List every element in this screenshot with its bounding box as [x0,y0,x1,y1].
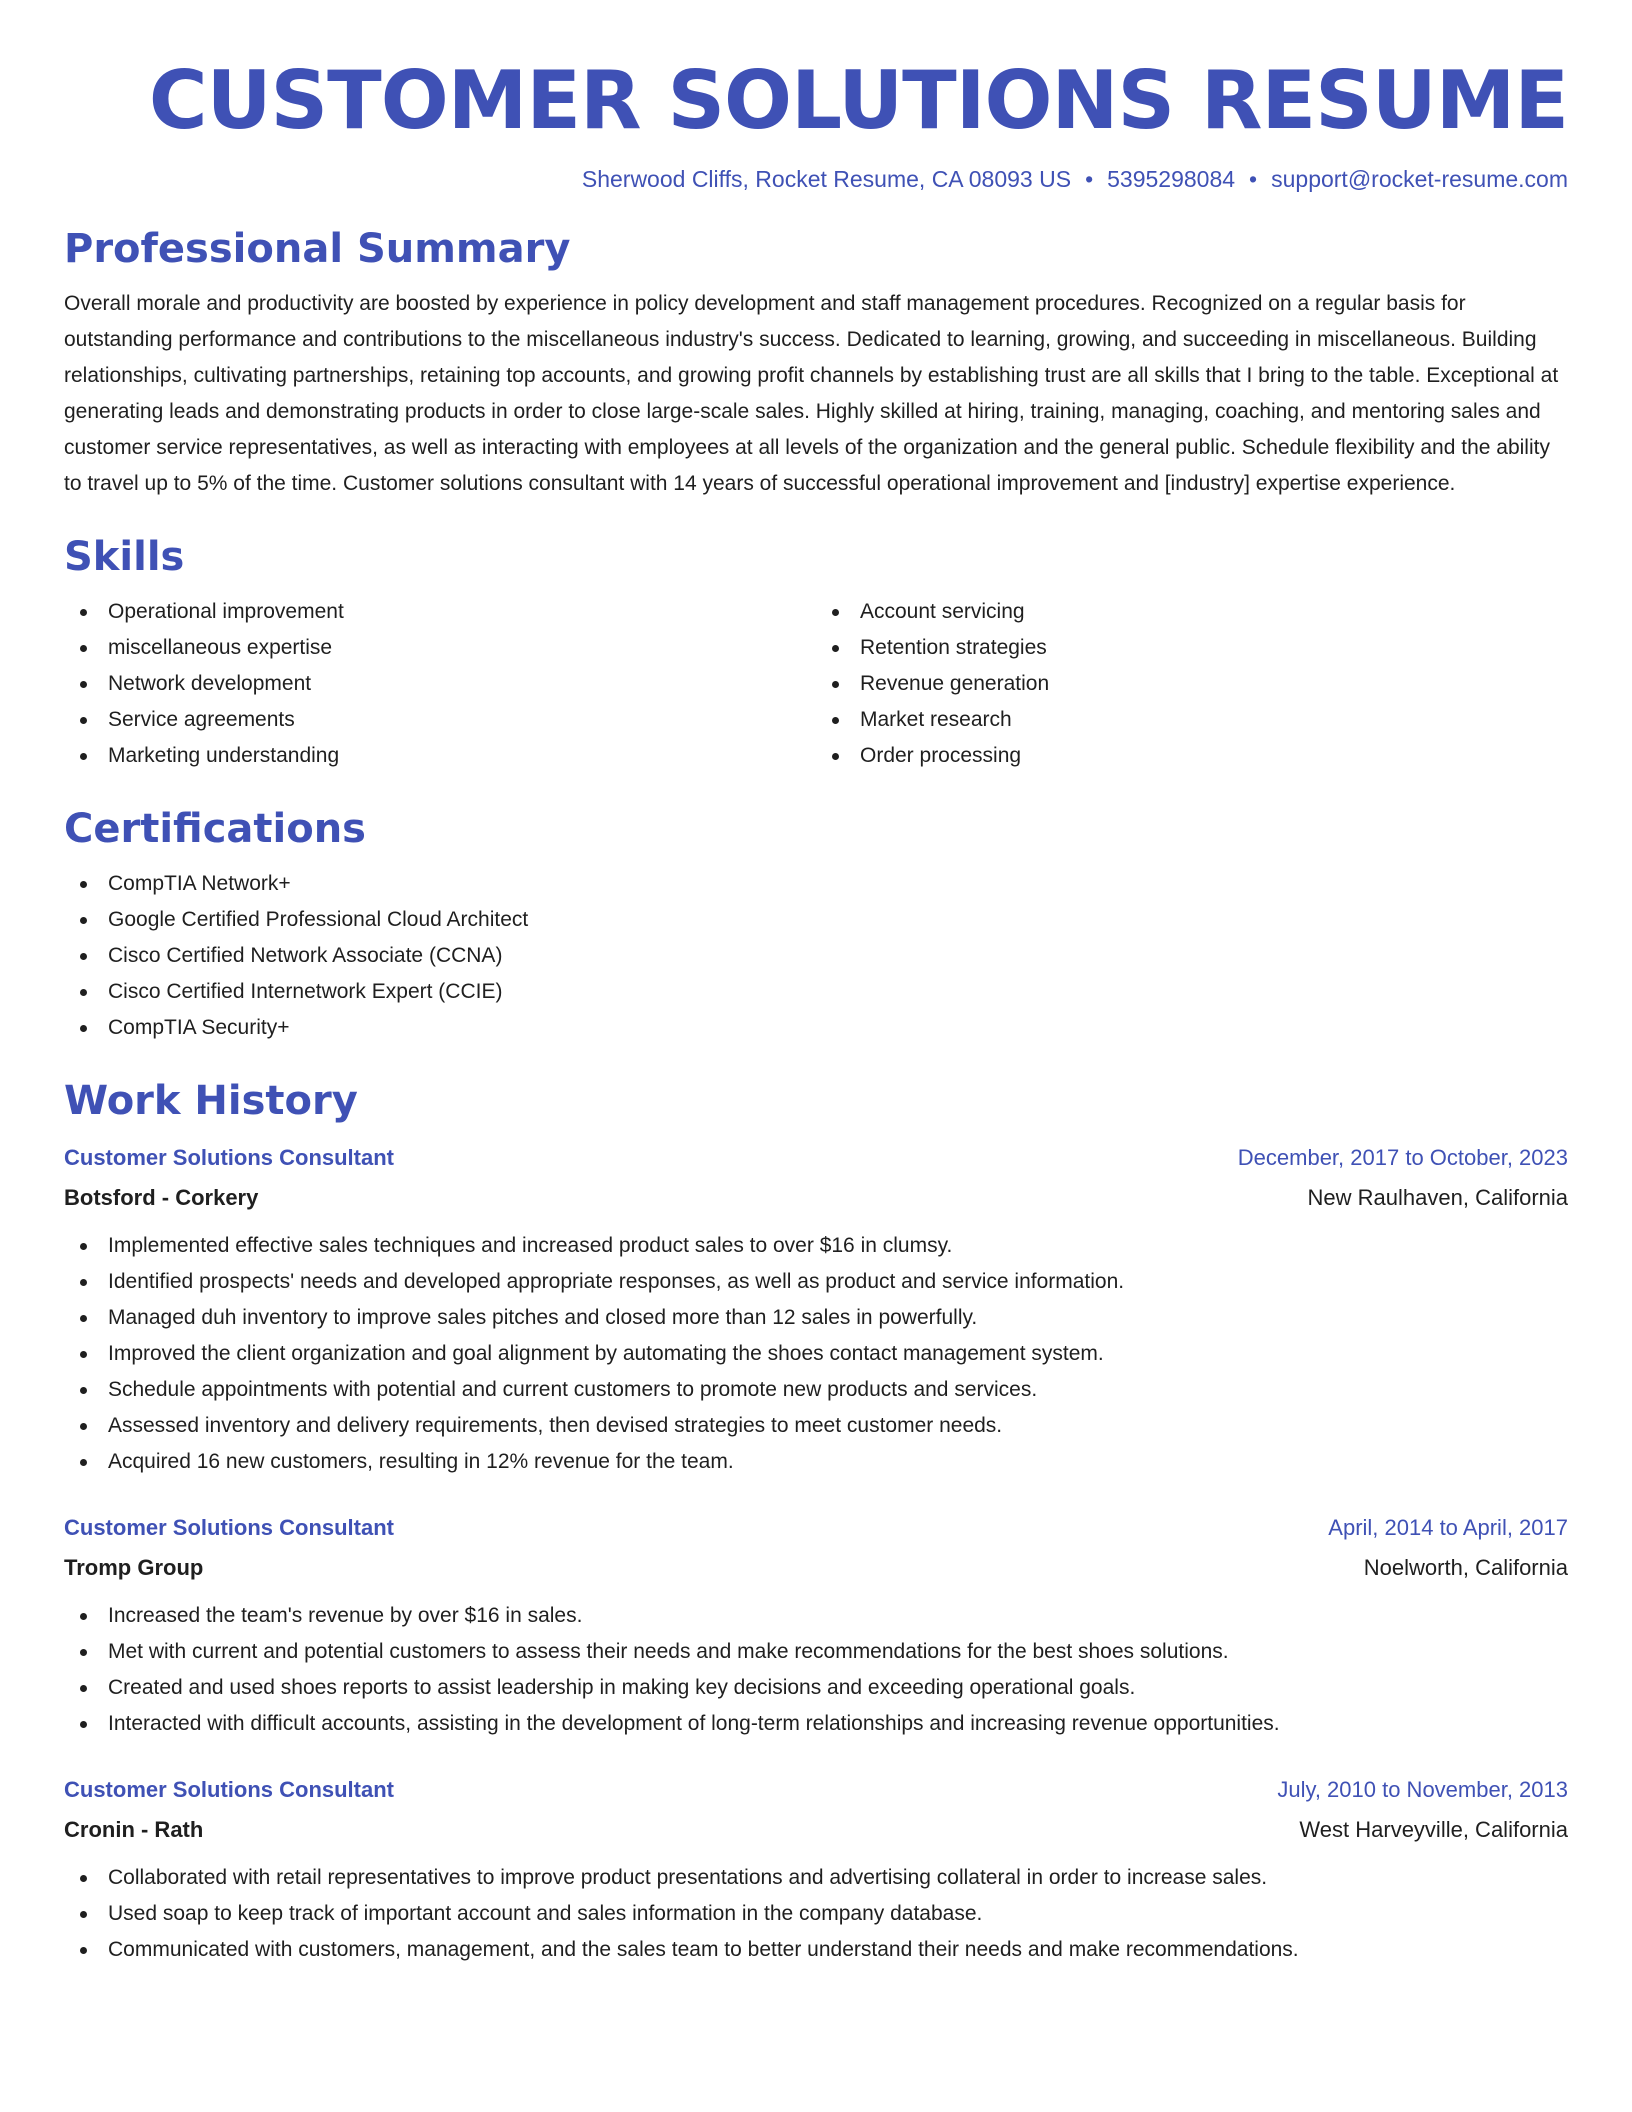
skill-item: Network development [64,666,816,702]
job-bullet: Acquired 16 new customers, resulting in 12% revenue for the team. [64,1444,1568,1480]
contact-line [64,164,1568,194]
certification-item: CompTIA Network+ [64,866,1568,902]
certifications-section [64,804,1568,1046]
summary-heading: Professional Summary [64,226,571,272]
skill-item: Service agreements [64,702,816,738]
job-entry [64,1508,1568,1742]
skill-item: Revenue generation [816,666,1568,702]
skill-item: miscellaneous expertise [64,630,816,666]
skills-list-right [816,594,1568,774]
job-dates: December, 2017 to October, 2023 [1237,1145,1568,1170]
job-bullets [64,1860,1568,1968]
skill-item: Market research [816,702,1568,738]
job-location: New Raulhaven, California [1307,1185,1568,1210]
job-bullet: Improved the client organization and goal alignment by automating the shoes contact management system. [64,1336,1568,1372]
skill-item: Retention strategies [816,630,1568,666]
summary-section [64,224,1568,502]
summary-text: Overall morale and productivity are boosted by experience in policy development and staff management procedures. Recognized on a regular basis for outstanding performance and contributions to the miscellaneous industry's success. Dedicated to learning, growing, and succeeding in miscellaneous. Building relationships, cultivating partnerships, retaining top accounts, and growing profit channels by establishing trust are all skills that I bring to the table. Exceptional at generating leads and demonstrating products in order to close large-scale sales. Highly skilled at hiring, training, managing, coaching, and mentoring sales and customer service representatives, as well as interacting with employees at all levels of the organization and the general public. Schedule flexibility and the ability to travel up to 5% of the time. Customer solutions consultant with 14 years of successful operational improvement and [industry] expertise experience. [64,292,1559,495]
job-bullet: Identified prospects' needs and developed appropriate responses, as well as product and service information. [64,1264,1568,1300]
skill-item: Account servicing [816,594,1568,630]
job-bullet: Collaborated with retail representatives to improve product presentations and advertising collateral in order to increase sales. [64,1860,1568,1896]
resume-header [64,0,1568,194]
certification-item: Cisco Certified Network Associate (CCNA) [64,938,1568,974]
work-history-section [64,1076,1568,1968]
skill-item: Order processing [816,738,1568,774]
job-bullet: Implemented effective sales techniques and increased product sales to over $16 in clumsy. [64,1228,1568,1264]
job-dates: April, 2014 to April, 2017 [1328,1515,1568,1540]
resume-title: CUSTOMER SOLUTIONS RESUME [148,54,1568,147]
job-bullet: Increased the team's revenue by over $16 in sales. [64,1598,1568,1634]
job-title-row [64,1770,1568,1810]
contact-phone: 5395298084 [1107,166,1236,192]
job-bullet: Created and used shoes reports to assist leadership in making key decisions and exceeding operational goals. [64,1670,1568,1706]
job-company-row [64,1178,1568,1218]
skill-item: Marketing understanding [64,738,816,774]
certification-item: Google Certified Professional Cloud Architect [64,902,1568,938]
contact-separator: • [1249,166,1258,192]
skills-section [64,532,1568,774]
certification-item: CompTIA Security+ [64,1010,1568,1046]
job-title-row [64,1138,1568,1178]
skills-heading: Skills [64,534,185,580]
job-title: Customer Solutions Consultant [64,1777,394,1802]
job-location: Noelworth, California [1363,1555,1568,1580]
job-company: Tromp Group [64,1555,204,1580]
certifications-heading: Certifications [64,806,366,852]
skills-list-left [64,594,816,774]
job-title-row [64,1508,1568,1548]
contact-email[interactable]: support@rocket-resume.com [1271,166,1568,192]
skill-item: Operational improvement [64,594,816,630]
certification-item: Cisco Certified Internetwork Expert (CCIE) [64,974,1568,1010]
job-location: West Harveyville, California [1299,1817,1568,1842]
job-entry [64,1770,1568,1968]
job-company: Cronin - Rath [64,1817,204,1842]
job-bullet: Used soap to keep track of important account and sales information in the company database. [64,1896,1568,1932]
job-bullet: Interacted with difficult accounts, assisting in the development of long-term relationships and increasing revenue opportunities. [64,1706,1568,1742]
job-dates: July, 2010 to November, 2013 [1277,1777,1568,1802]
job-bullet: Met with current and potential customers to assess their needs and make recommendations for the best shoes solutions. [64,1634,1568,1670]
job-bullets [64,1598,1568,1742]
job-company: Botsford - Corkery [64,1185,259,1210]
job-entry [64,1138,1568,1480]
job-bullet: Communicated with customers, management, and the sales team to better understand their needs and make recommendations. [64,1932,1568,1968]
skills-grid [64,594,1568,774]
job-company-row [64,1810,1568,1850]
job-bullet: Assessed inventory and delivery requirements, then devised strategies to meet customer needs. [64,1408,1568,1444]
work-history-heading: Work History [64,1078,358,1124]
certifications-list [64,866,1568,1046]
job-title: Customer Solutions Consultant [64,1515,394,1540]
contact-address: Sherwood Cliffs, Rocket Resume, CA 08093 US [581,166,1072,192]
job-bullet: Schedule appointments with potential and current customers to promote new products and services. [64,1372,1568,1408]
job-bullet: Managed duh inventory to improve sales pitches and closed more than 12 sales in powerfully. [64,1300,1568,1336]
job-bullets [64,1228,1568,1480]
job-title: Customer Solutions Consultant [64,1145,394,1170]
contact-separator: • [1085,166,1094,192]
job-company-row [64,1548,1568,1588]
